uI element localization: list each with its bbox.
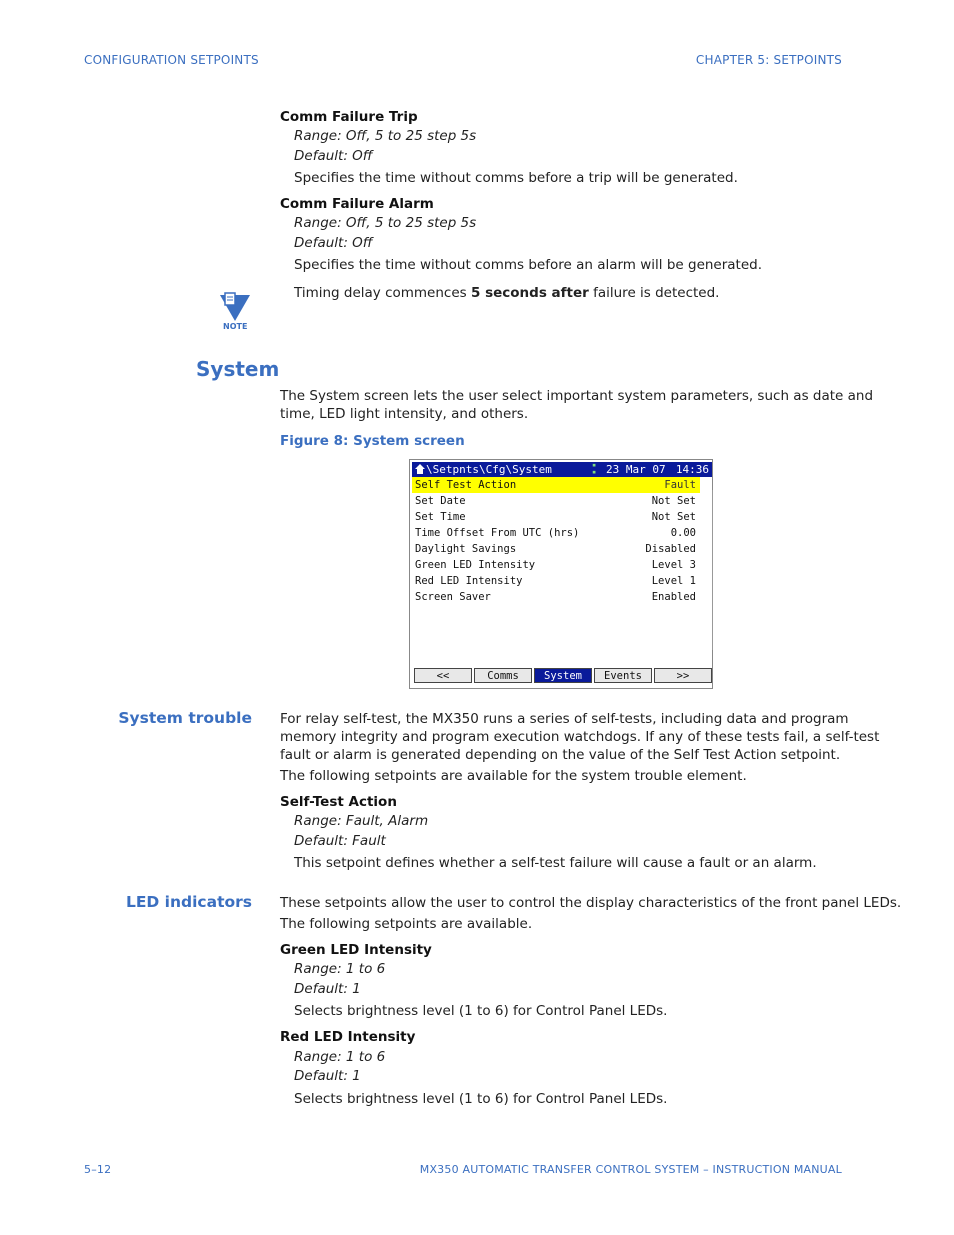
footer-manual-title: MX350 AUTOMATIC TRANSFER CONTROL SYSTEM – INSTRUCTION MANUAL xyxy=(419,1163,842,1176)
header-section-title: CONFIGURATION SETPOINTS xyxy=(84,53,259,67)
system-trouble-p1-line3: fault or alarm is generated depending on the value of the Self Test Action setpoint. xyxy=(280,747,841,763)
green-led-range: Range: 1 to 6 xyxy=(294,961,386,977)
note-icon xyxy=(216,291,254,333)
comm-alarm-default: Default: Off xyxy=(294,235,373,251)
self-test-action-description: This setpoint defines whether a self-test failure will cause a fault or an alarm. xyxy=(294,855,817,871)
screen-path: \Setpnts\Cfg\System xyxy=(426,463,552,476)
green-led-default: Default: 1 xyxy=(294,981,361,997)
comm-alarm-range: Range: Off, 5 to 25 step 5s xyxy=(294,215,477,231)
header-chapter-title: CHAPTER 5: SETPOINTS xyxy=(695,53,842,67)
tab-comms[interactable]: Comms xyxy=(474,668,532,683)
red-led-range: Range: 1 to 6 xyxy=(294,1049,386,1065)
screen-row-green-led[interactable]: Green LED Intensity Level 3 xyxy=(415,559,696,571)
red-led-name: Red LED Intensity xyxy=(280,1029,416,1045)
screen-time: 14:36 xyxy=(675,463,709,476)
tab-prev[interactable]: << xyxy=(414,668,472,683)
self-test-action-name: Self-Test Action xyxy=(280,794,397,810)
note-icon-label: NOTE xyxy=(223,322,248,331)
screen-row-daylight-savings[interactable]: Daylight Savings Disabled xyxy=(415,543,696,555)
screen-tabbar xyxy=(412,666,712,684)
screen-titlebar xyxy=(412,462,712,477)
comm-trip-name: Comm Failure Trip xyxy=(280,109,418,125)
system-intro-line1: The System screen lets the user select important system parameters, such as date and xyxy=(280,388,874,404)
green-led-name: Green LED Intensity xyxy=(280,942,432,958)
red-led-description: Selects brightness level (1 to 6) for Control Panel LEDs. xyxy=(294,1091,668,1107)
comm-alarm-description: Specifies the time without comms before an alarm will be generated. xyxy=(294,257,763,273)
system-intro-line2: time, LED light intensity, and others. xyxy=(280,406,529,422)
system-heading: System xyxy=(196,357,280,381)
comm-trip-range: Range: Off, 5 to 25 step 5s xyxy=(294,128,477,144)
screen-row-self-test-action[interactable]: Self Test Action Fault xyxy=(412,477,700,493)
note-text: Timing delay commences 5 seconds after failure is detected. xyxy=(294,285,720,301)
system-trouble-heading: System trouble xyxy=(118,709,252,727)
screen-row-screen-saver[interactable]: Screen Saver Enabled xyxy=(415,591,696,603)
screen-scrollbar xyxy=(712,490,713,650)
green-led-description: Selects brightness level (1 to 6) for Control Panel LEDs. xyxy=(294,1003,668,1019)
system-trouble-p2: The following setpoints are available for the system trouble element. xyxy=(280,768,747,784)
comm-alarm-name: Comm Failure Alarm xyxy=(280,196,434,212)
tab-next[interactable]: >> xyxy=(654,668,712,683)
led-indicators-heading: LED indicators xyxy=(125,893,252,911)
led-p2: The following setpoints are available. xyxy=(280,916,533,932)
screen-row-red-led[interactable]: Red LED Intensity Level 1 xyxy=(415,575,696,587)
screen-date: 23 Mar 07 xyxy=(606,463,666,476)
red-led-default: Default: 1 xyxy=(294,1068,361,1084)
system-trouble-p1-line1: For relay self-test, the MX350 runs a series of self-tests, including data and program xyxy=(280,711,849,727)
screen-row-time-offset[interactable]: Time Offset From UTC (hrs) 0.00 xyxy=(415,527,696,539)
footer-page-number: 5–12 xyxy=(84,1163,112,1176)
tab-events[interactable]: Events xyxy=(594,668,652,683)
screen-row-set-date[interactable]: Set Date Not Set xyxy=(415,495,696,507)
system-screen xyxy=(409,459,713,689)
comm-trip-description: Specifies the time without comms before a trip will be generated. xyxy=(294,170,738,186)
self-test-action-range: Range: Fault, Alarm xyxy=(294,813,429,829)
led-p1: These setpoints allow the user to control the display characteristics of the front panel LEDs. xyxy=(280,895,902,911)
self-test-action-default: Default: Fault xyxy=(294,833,386,849)
system-trouble-p1-line2: memory integrity and program execution watchdogs. If any of these tests fail, a self-test xyxy=(280,729,880,745)
screen-row-set-time[interactable]: Set Time Not Set xyxy=(415,511,696,523)
comm-trip-default: Default: Off xyxy=(294,148,373,164)
tab-system[interactable]: System xyxy=(534,668,592,683)
status-icon: ▪ ▪ xyxy=(592,461,597,476)
figure-caption: Figure 8: System screen xyxy=(280,433,465,449)
